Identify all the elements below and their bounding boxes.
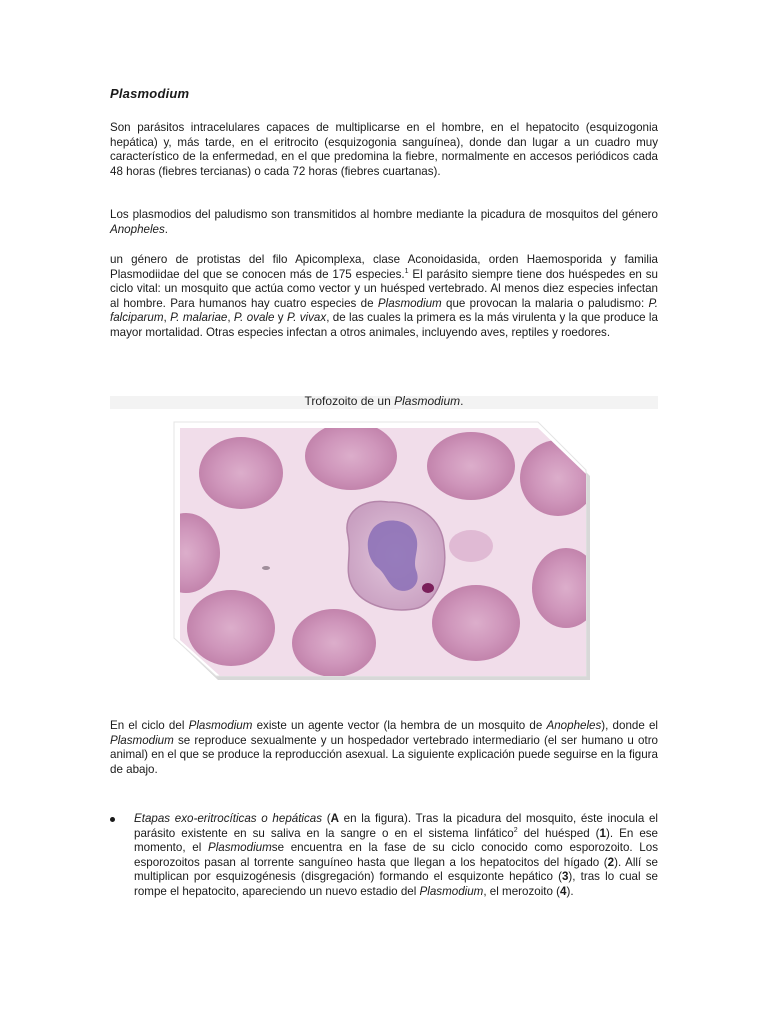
text-run: , xyxy=(163,311,171,324)
text-run: ). Allí se multiplican por esquizogénesis (disgregación) formando el esquizonte hepático ( xyxy=(134,855,658,883)
text-run: del huésped ( xyxy=(517,826,600,840)
paragraph-transmission xyxy=(110,208,658,237)
micrograph-svg xyxy=(166,418,600,694)
italic-term: P. malariae xyxy=(170,311,228,324)
figure-caption xyxy=(110,393,658,409)
stages-list xyxy=(110,812,658,899)
italic-term: Etapas exo-eritrocíticas o hepáticas xyxy=(134,812,323,825)
text-run: existe un agente vector (la hembra de un mosquito de xyxy=(252,719,547,732)
italic-term: Plasmodium xyxy=(419,884,484,898)
text-run: ). En ese momento, el xyxy=(134,826,659,854)
footnote-ref[interactable]: 1 xyxy=(404,267,409,275)
text-run: ( xyxy=(322,812,331,825)
bold-term: 3 xyxy=(561,870,569,883)
text-run: , el merozoito ( xyxy=(483,884,561,898)
bold-term: 2 xyxy=(607,855,615,869)
text-run: y xyxy=(274,311,287,324)
list-item xyxy=(110,812,658,899)
bold-term: A xyxy=(330,812,339,825)
italic-term: Plasmodium xyxy=(394,394,461,408)
text-run: , xyxy=(227,311,234,324)
text-run: Trofozoito de un xyxy=(304,394,395,408)
bold-term: 1 xyxy=(599,826,606,840)
bold-term: 4 xyxy=(560,884,567,898)
text-run: se reproduce sexualmente y un hospedador vertebrado intermediario (el ser humano u otro animal) en el que se produce la reproducción asexual. La siguiente explicación puede seguirse en la figura de abajo. xyxy=(110,733,658,776)
paragraph-intro: Son parásitos intracelulares capaces de multiplicarse en el hombre, en el hepatocito (esquizogonia hepática) y, más tarde, en el eritrocito (esquizogonia sanguínea), donde dan lugar a un cuadro muy característico de la enfermedad, en el que predomina la fiebre, normalmente en accesos periódicos cada 48 horas (fiebres tercianas) o cada 72 horas (fiebres cuartanas). xyxy=(110,121,658,178)
text-run: Los plasmodios del paludismo son transmitidos al hombre mediante la picadura de mosquitos del género xyxy=(110,208,658,221)
chromatin-dot xyxy=(422,583,434,593)
italic-term: Plasmodium xyxy=(377,296,442,310)
text-run: ). xyxy=(566,884,574,898)
italic-term: P. vivax xyxy=(286,311,327,324)
paragraph-cycle xyxy=(110,719,658,777)
text-run: un género de protistas del filo Apicomplexa, clase Aconoidasida, orden Haemosporida y familia Plasmodiidae del que se conocen más de 175 especies. xyxy=(110,253,658,281)
red-blood-cell xyxy=(292,609,376,677)
red-blood-cell xyxy=(199,437,283,509)
paragraph-genus xyxy=(110,253,658,340)
italic-term: Plasmodium xyxy=(188,719,253,732)
italic-term: P. ovale xyxy=(233,311,275,324)
red-blood-cell xyxy=(432,585,520,661)
red-blood-cell xyxy=(305,422,397,490)
bullet-icon xyxy=(110,817,115,822)
italic-term: Plasmodium xyxy=(207,841,272,854)
text-run: ), donde el xyxy=(601,719,658,732)
red-blood-cell xyxy=(449,530,493,562)
document-title: Plasmodium xyxy=(110,86,190,101)
text-run: En el ciclo del xyxy=(110,719,189,732)
text-run: en la figura). Tras la picadura del mosquito, éste inocula el parásito existente en su saliva en la sangre o en el sistema linfático xyxy=(134,812,658,840)
italic-term: Anopheles xyxy=(546,719,602,732)
red-blood-cell xyxy=(187,590,275,666)
footnote-ref[interactable]: 2 xyxy=(513,826,518,834)
text-run: que provocan la malaria o paludismo: xyxy=(441,296,649,310)
text-run: El parásito siempre tiene dos huéspedes en su ciclo vital: un mosquito que actúa como vector y un huésped vertebrado. Al menos diez especies infectan al hombre. Para humanos hay cuatro especies de xyxy=(110,267,658,310)
text-run: , de las cuales la primera es la más virulenta y la que produce la mayor mortalidad. Otras especies infectan a otros animales, incluyendo aves, reptiles y roedores. xyxy=(110,311,658,339)
red-blood-cell xyxy=(520,440,596,516)
text-run: se encuentra en la fase de su ciclo conocido como esporozoito. Los esporozoitos pasan al torrente sanguíneo hasta que llegan a los hepatocitos del hígado ( xyxy=(134,841,658,869)
italic-term: P. falciparum xyxy=(110,296,659,324)
text-run: . xyxy=(164,222,169,236)
text-run: ), tras lo cual se rompe el hepatocito, apareciendo un nuevo estadio del xyxy=(134,870,658,898)
debris-dot xyxy=(262,566,270,570)
italic-term: Anopheles xyxy=(110,222,165,236)
italic-term: Plasmodium xyxy=(110,733,174,747)
red-blood-cell xyxy=(427,432,515,500)
text-run: . xyxy=(460,394,464,408)
trophozoite-micrograph xyxy=(166,418,600,694)
